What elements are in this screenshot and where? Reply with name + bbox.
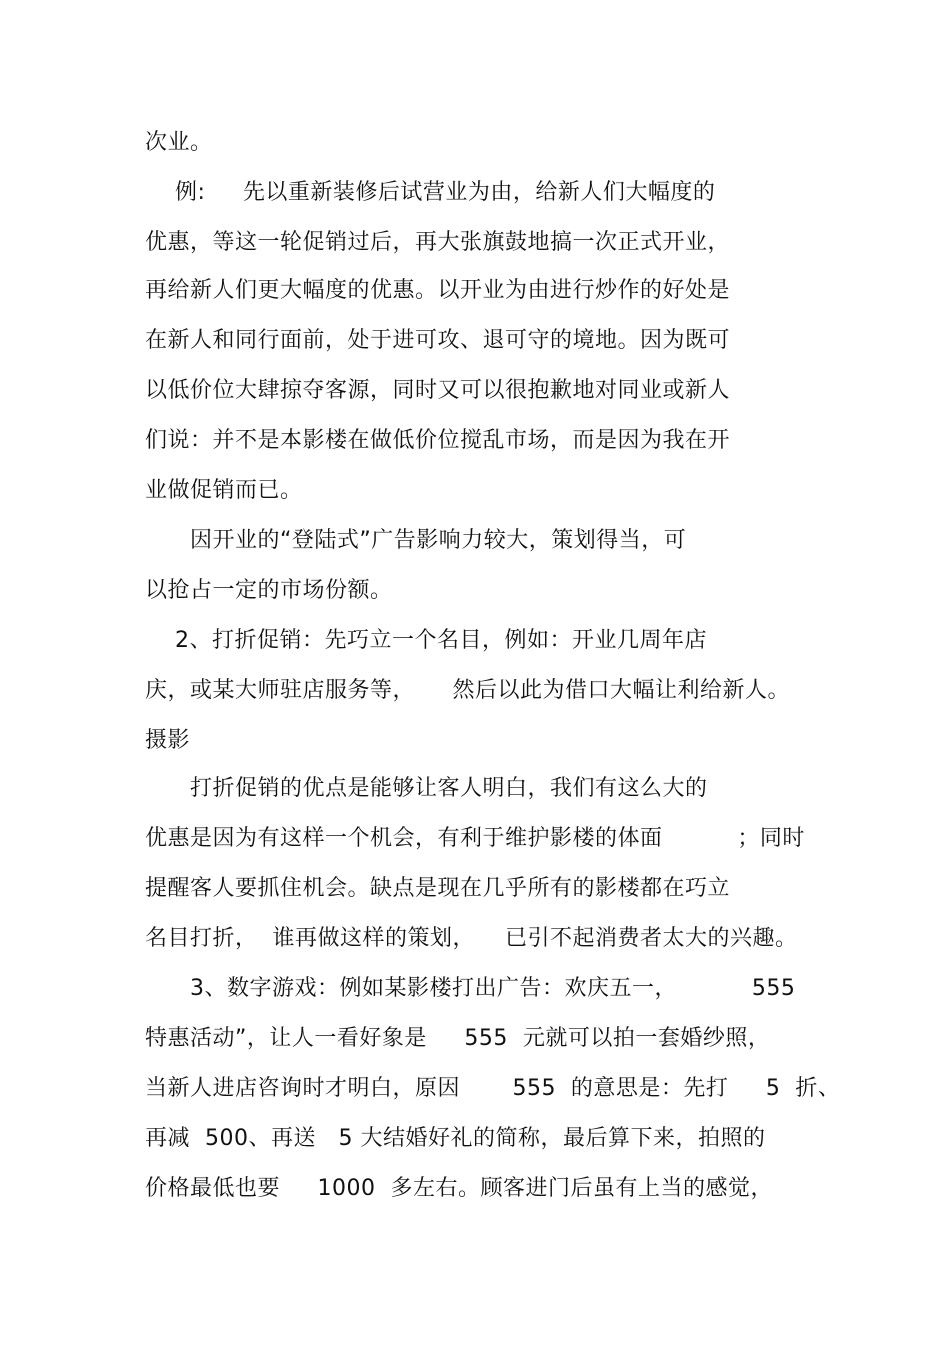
text-line: 打折促销的优点是能够让客人明白，我们有这么大的 — [145, 776, 708, 801]
text-line: 优惠是因为有这样一个机会，有利于维护影楼的体面 ；同时 — [145, 826, 805, 851]
text-line: 提醒客人要抓住机会。缺点是现在几乎所有的影楼都在巧立 — [145, 876, 731, 901]
text-line: 价格最低也要 1000 多左右。顾客进门后虽有上当的感觉， — [145, 1176, 773, 1201]
text-line: 再给新人们更大幅度的优惠。以开业为由进行炒作的好处是 — [145, 278, 731, 303]
text-line: 例: 先以重新装修后试营业为由，给新人们大幅度的 — [145, 180, 716, 205]
text-line: 摄影 — [145, 728, 191, 753]
text-line: 名目打折， 谁再做这样的策划， 已引不起消费者太大的兴趣。 — [145, 926, 798, 951]
text-line: 次业。 — [145, 130, 213, 155]
text-line: 当新人进店咨询时才明白，原因 555 的意思是：先打 5 折、 — [145, 1076, 841, 1101]
text-line: 业做促销而已。 — [145, 478, 303, 503]
text-line: 优惠，等这一轮促销过后，再大张旗鼓地搞一次正式开业， — [145, 230, 731, 255]
text-line: 3、数字游戏：例如某影楼打出广告：欢庆五一， 555 — [145, 976, 796, 1001]
text-line: 庆，或某大师驻店服务等， 然后以此为借口大幅让利给新人。 — [145, 678, 790, 703]
text-line: 再减 500、再送 5 大结婚好礼的简称，最后算下来，拍照的 — [145, 1126, 766, 1151]
text-line: 2、打折促销：先巧立一个名目，例如：开业几周年店 — [145, 628, 707, 653]
text-line: 以低价位大肆掠夺客源，同时又可以很抱歉地对同业或新人 — [145, 378, 731, 403]
text-line: 在新人和同行面前，处于进可攻、退可守的境地。因为既可 — [145, 328, 731, 353]
text-line: 特惠活动”，让人一看好象是 555 元就可以拍一套婚纱照， — [145, 1026, 771, 1051]
text-line: 以抢占一定的市场份额。 — [145, 578, 393, 603]
text-line: 们说：并不是本影楼在做低价位搅乱市场，而是因为我在开 — [145, 428, 731, 453]
text-line: 因开业的“登陆式”广告影响力较大，策划得当，可 — [145, 528, 687, 553]
